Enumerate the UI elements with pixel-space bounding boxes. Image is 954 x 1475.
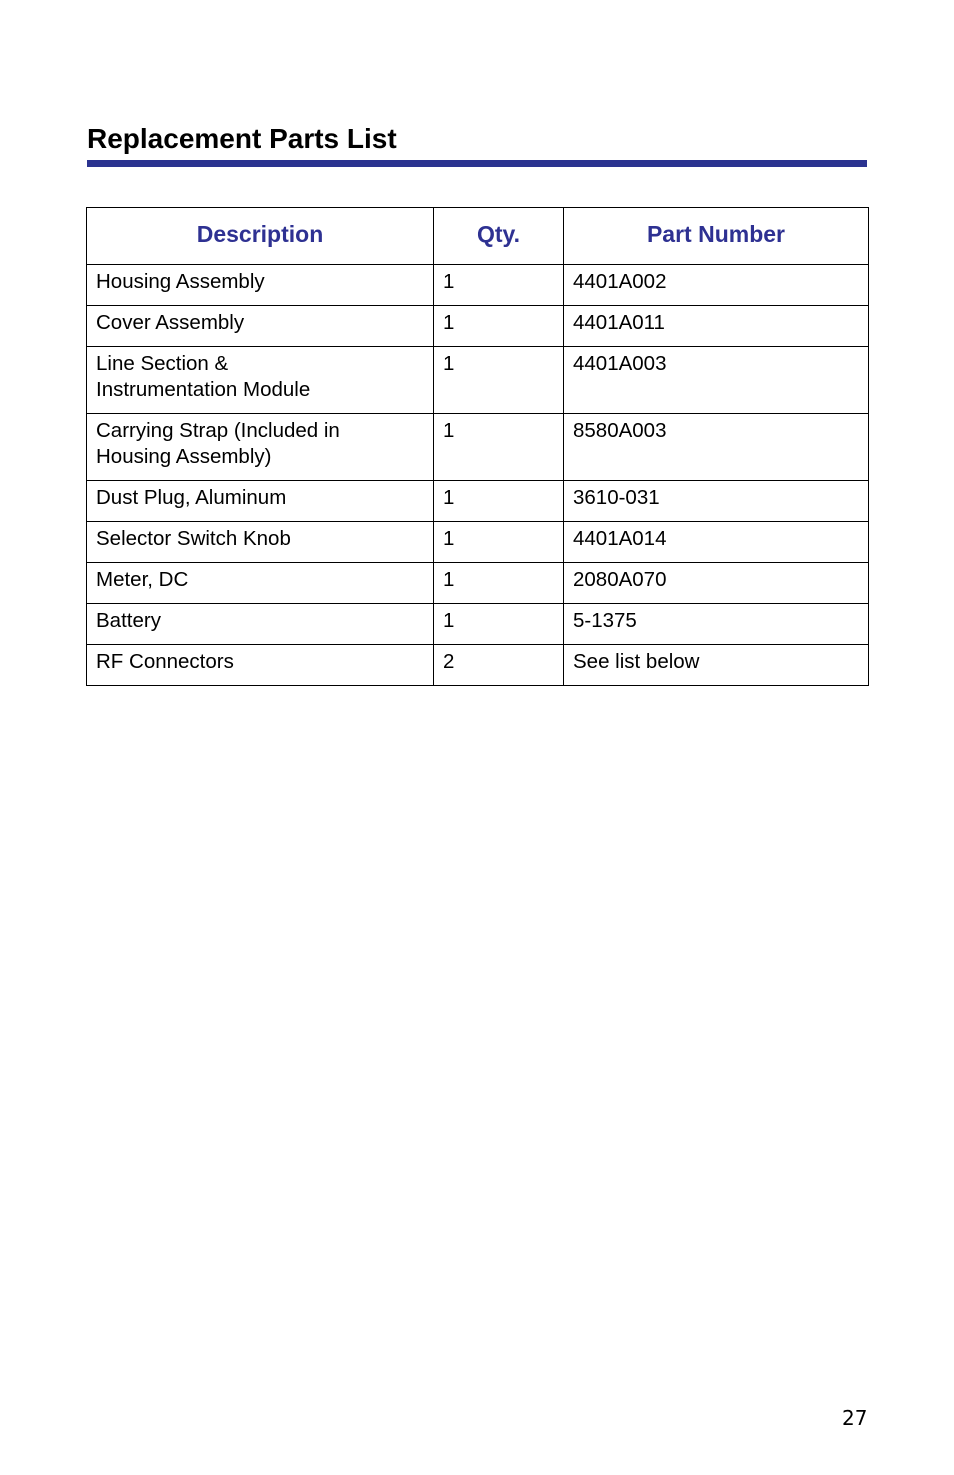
column-header-qty: Qty. bbox=[434, 208, 564, 265]
column-header-part-number: Part Number bbox=[564, 208, 869, 265]
cell-description bbox=[87, 604, 434, 645]
page-number: 27 bbox=[842, 1406, 868, 1430]
cell-qty: 1 bbox=[434, 306, 564, 347]
description-line: Housing Assembly bbox=[96, 270, 265, 293]
description-line: Instrumentation Module bbox=[96, 378, 311, 401]
cell-part-number: 4401A011 bbox=[564, 306, 869, 347]
description-line: Dust Plug, Aluminum bbox=[96, 486, 287, 509]
description-line: RF Connectors bbox=[96, 650, 234, 673]
description-line: Carrying Strap (Included in bbox=[96, 419, 340, 442]
cell-description bbox=[87, 481, 434, 522]
page-title: Replacement Parts List bbox=[87, 123, 397, 154]
cell-qty: 1 bbox=[434, 265, 564, 306]
description-line: Battery bbox=[96, 609, 161, 632]
column-header-description: Description bbox=[87, 208, 434, 265]
cell-description bbox=[87, 347, 434, 414]
table-row bbox=[87, 265, 869, 306]
cell-part-number: 4401A002 bbox=[564, 265, 869, 306]
table-row bbox=[87, 347, 869, 414]
table-row bbox=[87, 563, 869, 604]
table-row bbox=[87, 645, 869, 686]
description-line: Line Section & bbox=[96, 352, 229, 375]
cell-description bbox=[87, 522, 434, 563]
cell-qty: 1 bbox=[434, 481, 564, 522]
description-line: Cover Assembly bbox=[96, 311, 245, 334]
cell-description bbox=[87, 306, 434, 347]
description-line: Selector Switch Knob bbox=[96, 527, 291, 550]
cell-part-number: 8580A003 bbox=[564, 414, 869, 481]
cell-description bbox=[87, 645, 434, 686]
table-row bbox=[87, 604, 869, 645]
cell-qty: 1 bbox=[434, 414, 564, 481]
table-row bbox=[87, 306, 869, 347]
table-row bbox=[87, 414, 869, 481]
cell-part-number: 3610-031 bbox=[564, 481, 869, 522]
cell-description bbox=[87, 563, 434, 604]
cell-part-number: 2080A070 bbox=[564, 563, 869, 604]
cell-description bbox=[87, 265, 434, 306]
cell-qty: 1 bbox=[434, 522, 564, 563]
table-header-row bbox=[87, 208, 869, 265]
title-rule bbox=[87, 160, 867, 167]
table-row bbox=[87, 522, 869, 563]
cell-qty: 1 bbox=[434, 347, 564, 414]
cell-part-number: See list below bbox=[564, 645, 869, 686]
table-row bbox=[87, 481, 869, 522]
cell-qty: 2 bbox=[434, 645, 564, 686]
cell-description bbox=[87, 414, 434, 481]
cell-qty: 1 bbox=[434, 563, 564, 604]
cell-part-number: 5-1375 bbox=[564, 604, 869, 645]
parts-table bbox=[86, 207, 869, 686]
description-line: Housing Assembly) bbox=[96, 445, 272, 468]
description-line: Meter, DC bbox=[96, 568, 189, 591]
cell-qty: 1 bbox=[434, 604, 564, 645]
cell-part-number: 4401A014 bbox=[564, 522, 869, 563]
cell-part-number: 4401A003 bbox=[564, 347, 869, 414]
